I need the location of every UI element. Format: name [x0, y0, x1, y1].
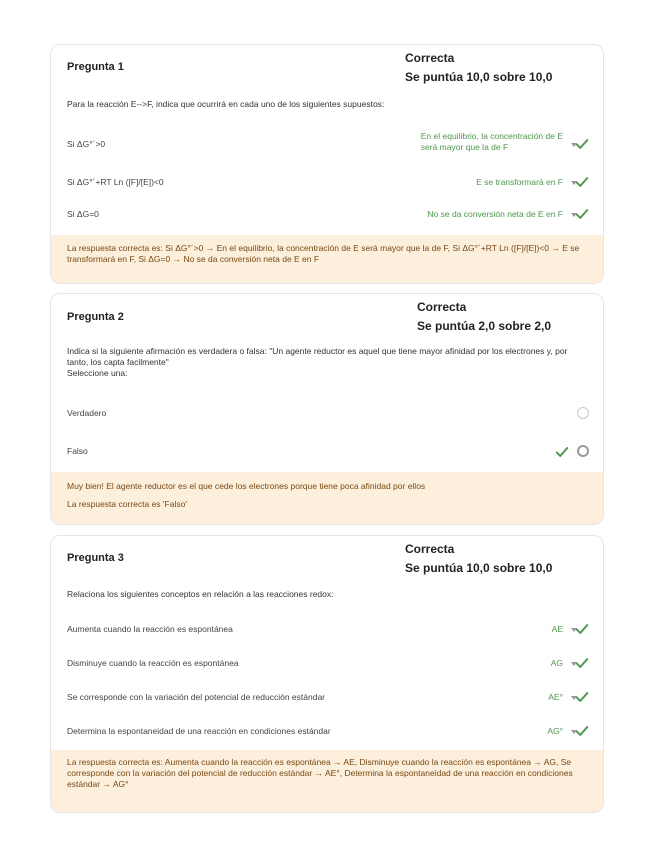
status-label: Correcta	[405, 542, 455, 556]
status-label: Correcta	[405, 51, 455, 65]
score-label: Se puntúa 10,0 sobre 10,0	[405, 561, 553, 575]
answer-select[interactable]	[476, 177, 563, 188]
match-row	[51, 205, 603, 225]
answer-select[interactable]	[548, 692, 563, 703]
answer-select[interactable]	[427, 209, 563, 220]
answer-select-value: AE°	[548, 692, 563, 702]
feedback-text: Muy bien! El agente reductor es el que cede los electrones porque tiene poca afinidad por ellos	[67, 481, 426, 491]
match-row	[51, 173, 603, 193]
answer-select[interactable]	[547, 726, 563, 737]
feedback-box	[51, 750, 603, 812]
question-title: Pregunta 3	[67, 552, 124, 564]
answer-select[interactable]	[552, 624, 563, 635]
check-icon	[555, 445, 569, 459]
option-label: Falso	[67, 446, 88, 456]
answer-select-value: AG°	[547, 726, 563, 736]
option-falso[interactable]	[51, 444, 603, 460]
status-label: Correcta	[417, 300, 467, 314]
answer-select-value: En el equilibrio, la concentración de E	[420, 131, 563, 141]
feedback-text: La respuesta correcta es: Aumenta cuando la reacción es espontánea → AE, Disminuye cuando la reacción es espontánea → AG, Se corresponde con la variación del potencial de reducción estándar → AE°, Determina la espontaneidad de una reacción en condiciones estándar → AG°	[67, 757, 573, 789]
answer-select[interactable]	[551, 658, 563, 669]
question-text: Indica si la siguiente afirmación es verdadera o falsa: "Un agente reductor es aquel que tiene mayor afinidad por los electrones y, por tanto, los capta facilmente"	[67, 346, 568, 367]
feedback-box	[51, 235, 603, 283]
match-row-label: Determina la espontaneidad de una reacción en condiciones estándar	[67, 726, 331, 736]
question-card-3	[50, 535, 604, 813]
answer-select-value: No se da conversión neta de E en F	[427, 209, 563, 219]
match-row	[51, 131, 603, 157]
match-row	[51, 622, 603, 638]
question-text: Relaciona los siguientes conceptos en relación a las reacciones redox:	[67, 589, 334, 599]
question-header	[51, 294, 603, 338]
answer-select[interactable]	[421, 131, 563, 153]
score-label: Se puntúa 10,0 sobre 10,0	[405, 70, 553, 84]
answer-select-value: E se transformará en F	[476, 177, 563, 187]
check-icon	[575, 207, 589, 221]
match-row	[51, 690, 603, 706]
match-row	[51, 656, 603, 672]
match-row-label: Si ΔG°´>0	[67, 139, 106, 149]
radio-button[interactable]	[577, 407, 589, 419]
answer-select-value: AE	[551, 624, 563, 634]
match-row-label: Si ΔG=0	[67, 209, 99, 219]
question-header	[51, 536, 603, 580]
check-icon	[575, 656, 589, 670]
match-row-label: Se corresponde con la variación del potencial de reducción estándar	[67, 692, 325, 702]
question-title: Pregunta 1	[67, 61, 124, 73]
question-title: Pregunta 2	[67, 311, 124, 323]
check-icon	[575, 175, 589, 189]
check-icon	[575, 137, 589, 151]
match-row-label: Disminuye cuando la reacción es espontánea	[67, 658, 239, 668]
check-icon	[575, 622, 589, 636]
check-icon	[575, 690, 589, 704]
feedback-correct-answer: La respuesta correcta es 'Falso'	[67, 499, 187, 509]
answer-select-value-cont: será mayor que la de F	[420, 142, 509, 152]
answer-select-value: AG	[550, 658, 563, 668]
question-card-1	[50, 44, 604, 284]
question-header	[51, 45, 603, 89]
question-text: Para la reacción E-->F, indica que ocurrirá en cada uno de los siguientes supuestos:	[67, 99, 385, 109]
score-label: Se puntúa 2,0 sobre 2,0	[417, 319, 552, 333]
feedback-text: La respuesta correcta es: Si ΔG°´>0 → En el equilibrio, la concentración de E será mayor que la de F, Si ΔG°´+RT Ln ([F]/[E])<0 → E se transformará en F, Si ΔG=0 → No se da conversión neta de E en F	[67, 243, 580, 264]
option-verdadero[interactable]	[51, 406, 603, 422]
option-label: Verdadero	[67, 408, 107, 418]
question-status	[417, 300, 585, 333]
match-row-label: Si ΔG°´+RT Ln ([F]/[E])<0	[67, 177, 164, 187]
select-prompt: Seleccione una:	[67, 368, 128, 378]
question-status	[405, 542, 585, 575]
question-status	[405, 51, 585, 84]
match-row-label: Aumenta cuando la reacción es espontánea	[67, 624, 233, 634]
question-card-2	[50, 293, 604, 525]
feedback-box	[51, 472, 603, 524]
check-icon	[575, 724, 589, 738]
match-row	[51, 724, 603, 740]
radio-button-selected[interactable]	[577, 445, 589, 457]
